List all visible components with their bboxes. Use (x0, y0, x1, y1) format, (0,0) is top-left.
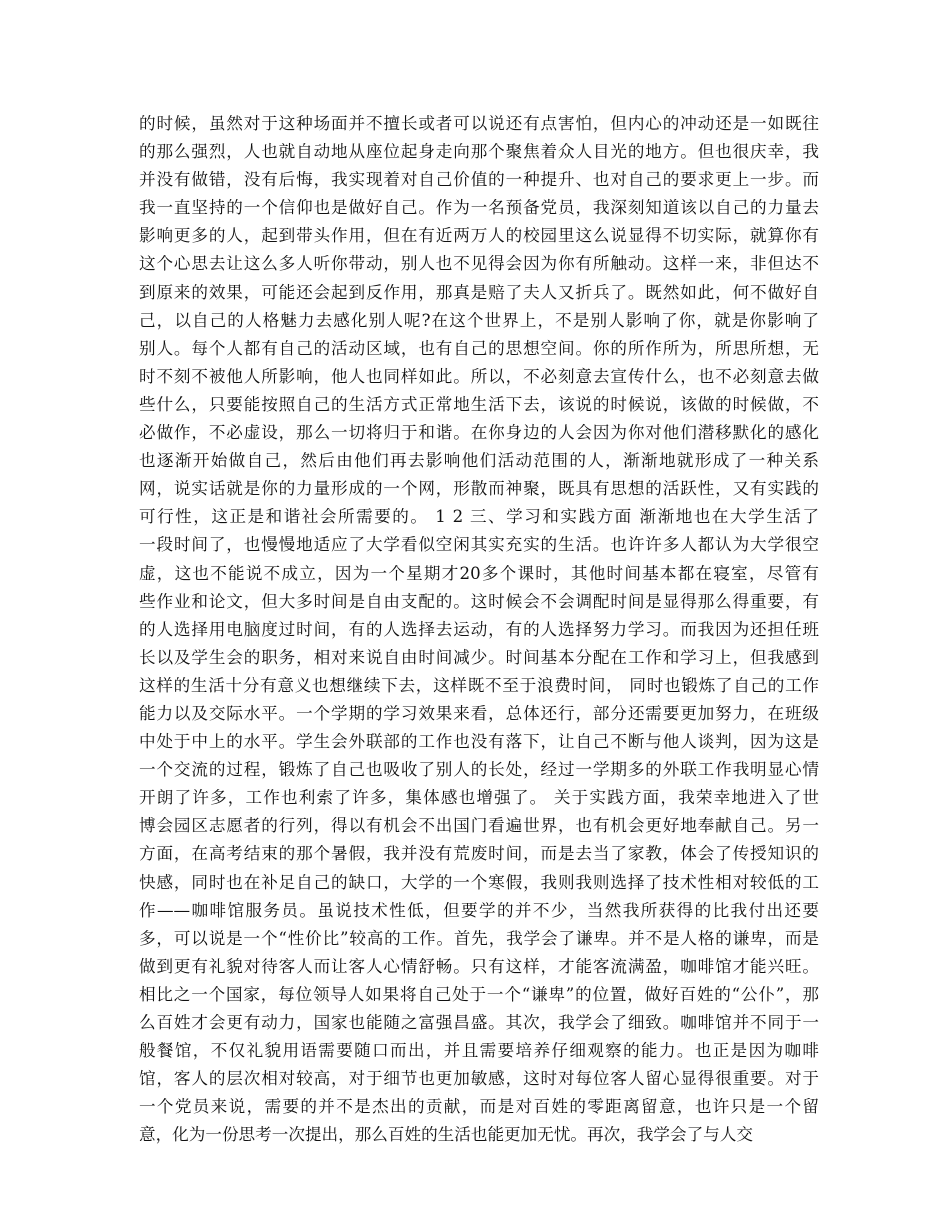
text-line: 相比之一个国家，每位领导人如果将自己处于一个“谦卑”的位置，做好百姓的“公仆”，那 (139, 984, 819, 1004)
text-line: 多，可以说是一个“性价比”较高的工作。首先，我学会了谦卑。并不是人格的谦卑，而是 (139, 928, 819, 948)
text-line: 博会园区志愿者的行列，得以有机会不出国门看遍世界，也有机会更好地奉献自己。另一 (139, 816, 819, 836)
text-line: 也逐渐开始做自己，然后由他们再去影响他们活动范围的人，渐渐地就形成了一种关系 (139, 451, 819, 471)
text-line: 一个党员来说，需要的并不是杰出的贡献，而是对百姓的零距离留意，也许只是一个留 (139, 1097, 819, 1117)
text-line: 快感，同时也在补足自己的缺口，大学的一个寒假，我则我则选择了技术性相对较低的工 (139, 872, 819, 892)
text-line: 一段时间了，也慢慢地适应了大学看似空闲其实充实的生活。也许许多人都认为大学很空 (139, 535, 819, 555)
text-line: 必做作，不必虚设，那么一切将归于和谐。在你身边的人会因为你对他们潜移默化的感化 (139, 423, 819, 443)
text-line: 的人选择用电脑度过时间，有的人选择去运动，有的人选择努力学习。而我因为还担任班 (139, 619, 819, 639)
text-line: 么百姓才会更有动力，国家也能随之富强昌盛。其次，我学会了细致。咖啡馆并不同于一 (139, 1013, 819, 1032)
text-line: 作——咖啡馆服务员。虽说技术性低，但要学的并不少，当然我所获得的比我付出还要 (139, 900, 819, 920)
text-line: 的时候，虽然对于这种场面并不擅长或者可以说还有点害怕，但内心的冲动还是一如既往 (139, 114, 819, 133)
text-line: 并没有做错，没有后悔，我实现着对自己价值的一种提升、也对自己的要求更上一步。而 (139, 170, 819, 190)
text-line: 别人。每个人都有自己的活动区域，也有自己的思想空间。你的所作所为，所思所想，无 (139, 338, 819, 358)
text-line: 方面，在高考结束的那个暑假，我并没有荒废时间，而是去当了家教，体会了传授知识的 (139, 844, 819, 864)
text-line: 能力以及交际水平。一个学期的学习效果来看，总体还行，部分还需要更加努力，在班级 (139, 703, 819, 723)
text-line: 开朗了许多，工作也利索了许多，集体感也增强了。 关于实践方面，我荣幸地进入了世 (139, 788, 819, 808)
text-line: 些作业和论文，但大多时间是自由支配的。这时候会不会调配时间是显得那么得重要，有 (139, 591, 819, 611)
text-line: 做到更有礼貌对待客人而让客人心情舒畅。只有这样，才能客流满盈，咖啡馆才能兴旺。 (139, 956, 819, 976)
text-line: 的那么强烈，人也就自动地从座位起身走向那个聚焦着众人目光的地方。但也很庆幸，我 (139, 142, 819, 162)
text-line: 这个心思去让这么多人听你带动，别人也不见得会因为你有所触动。这样一来，非但达不 (139, 254, 819, 274)
text-line: 到原来的效果，可能还会起到反作用，那真是赔了夫人又折兵了。既然如此，何不做好自 (139, 282, 819, 302)
text-line: 般餐馆，不仅礼貌用语需要随口而出，并且需要培养仔细观察的能力。也正是因为咖啡 (139, 1041, 819, 1061)
text-line: 影响更多的人，起到带头作用，但在有近两万人的校园里这么说显得不切实际，就算你有 (139, 226, 819, 246)
text-line: 馆，客人的层次相对较高，对于细节也更加敏感，这时对每位客人留心显得很重要。对于 (139, 1069, 819, 1089)
text-line: 虚，这也不能说不成立，因为一个星期才20多个课时，其他时间基本都在寝室，尽管有 (139, 563, 819, 583)
text-line: 长以及学生会的职务，相对来说自由时间减少。时间基本分配在工作和学习上，但我感到 (139, 647, 819, 667)
text-line: 可行性，这正是和谐社会所需要的。 1 2 三、学习和实践方面 渐渐地也在大学生活了 (139, 507, 819, 527)
text-line: 意，化为一份思考一次提出，那么百姓的生活也能更加无忧。再次，我学会了与人交 (139, 1125, 753, 1145)
text-line: 网，说实话就是你的力量形成的一个网，形散而神聚，既具有思想的活跃性，又有实践的 (139, 479, 819, 499)
text-line: 些什么，只要能按照自己的生活方式正常地生活下去，该说的时候说，该做的时候做，不 (139, 394, 819, 414)
text-line: 我一直坚持的一个信仰也是做好自己。作为一名预备党员，我深刻知道该以自己的力量去 (139, 198, 819, 218)
text-line: 己，以自己的人格魅力去感化别人呢?在这个世界上，不是别人影响了你，就是你影响了 (139, 310, 819, 330)
text-line: 一个交流的过程，锻炼了自己也吸收了别人的长处，经过一学期多的外联工作我明显心情 (139, 760, 819, 780)
body-text (139, 110, 819, 1149)
text-line: 时不刻不被他人所影响，他人也同样如此。所以，不必刻意去宣传什么，也不必刻意去做 (139, 366, 819, 386)
text-line: 这样的生活十分有意义也想继续下去，这样既不至于浪费时间， 同时也锻炼了自己的工作 (139, 675, 819, 695)
text-line: 中处于中上的水平。学生会外联部的工作也没有落下，让自己不断与他人谈判，因为这是 (139, 732, 819, 752)
